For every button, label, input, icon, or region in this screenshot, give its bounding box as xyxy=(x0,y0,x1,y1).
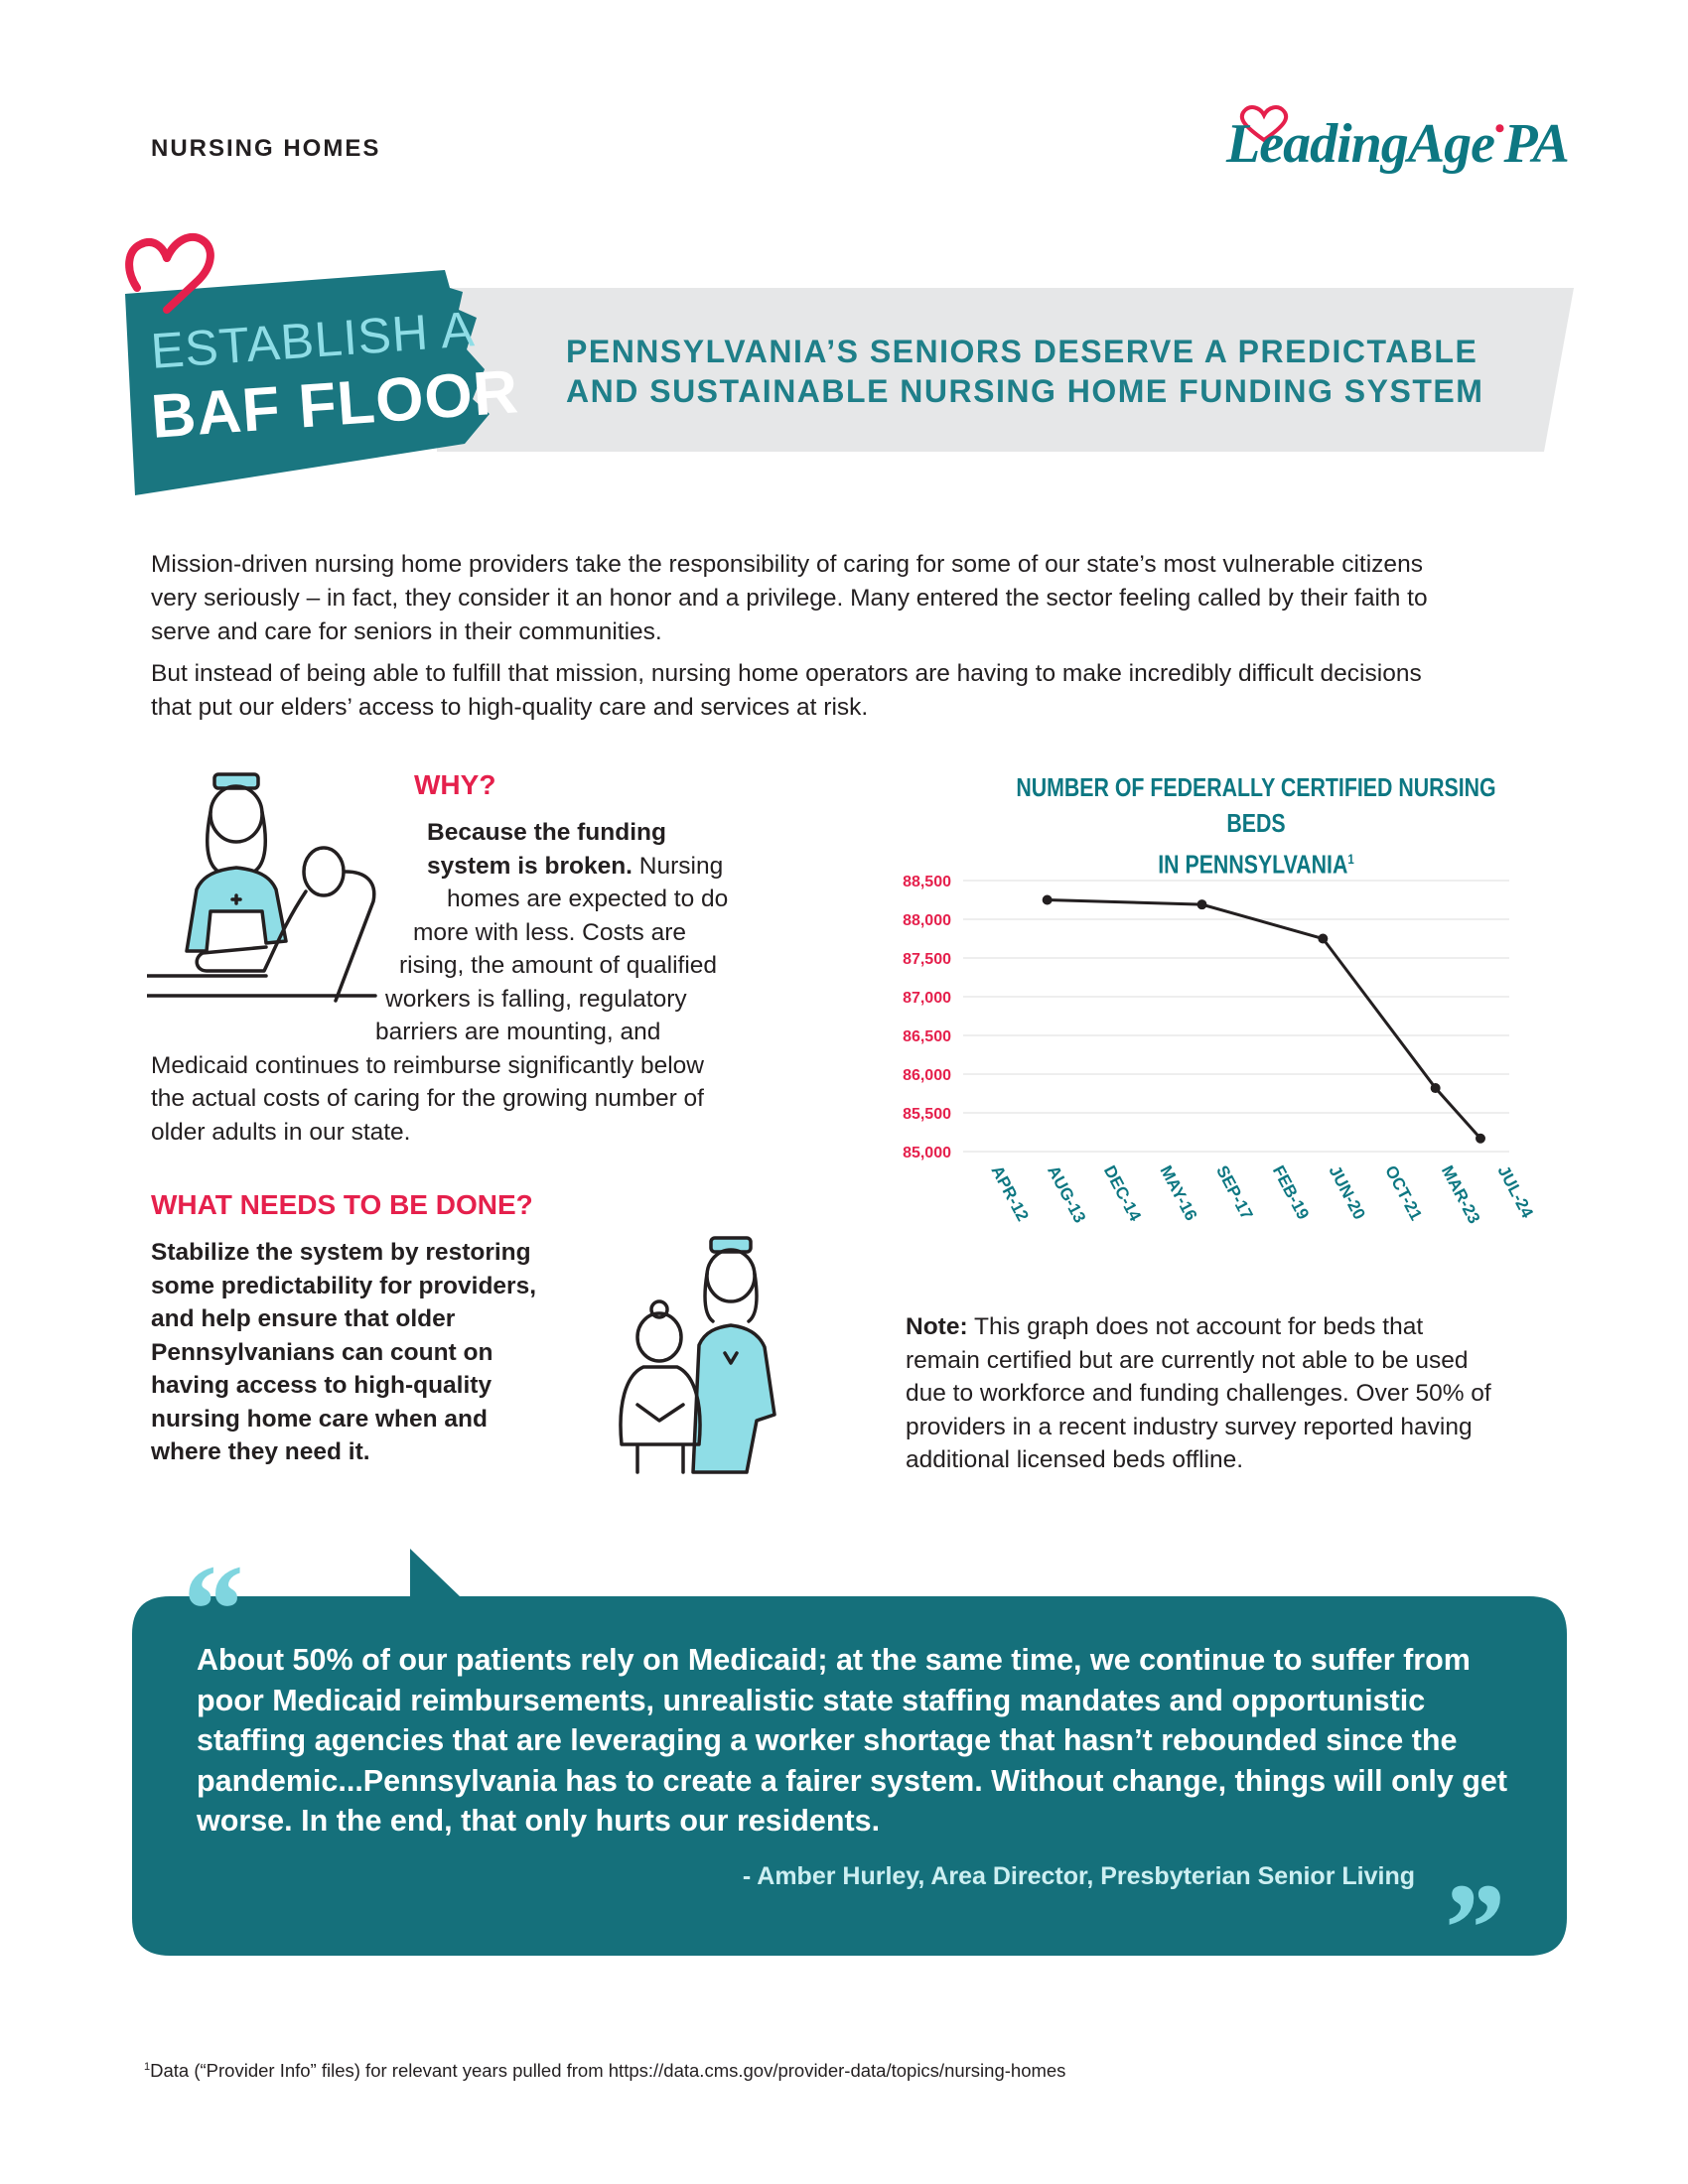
chart-x-tick-label: FEB-19 xyxy=(1268,1161,1314,1223)
intro-line: very seriously – in fact, they consider it an honor and a privilege. Many entered the sector feeling called by their faith to xyxy=(151,585,1428,612)
nurse-with-patient-illustration xyxy=(147,772,385,1016)
banner-headline xyxy=(566,332,1519,411)
needs-line: Pennsylvanians can count on xyxy=(151,1338,493,1366)
badge-line-2: BAF FLOOR xyxy=(149,357,521,452)
needs-heading: WHAT NEEDS TO BE DONE? xyxy=(151,1189,533,1220)
note-label: Note: xyxy=(906,1313,968,1340)
footnote-text[interactable]: Data (“Provider Info” files) for relevant years pulled from https://data.cms.gov/provider-data/topics/nursing-homes xyxy=(150,2060,1066,2081)
chart-y-tick-label: 88,000 xyxy=(903,912,951,929)
quote-line: About 50% of our patients rely on Medicaid; at the same time, we continue to suffer from xyxy=(197,1643,1471,1677)
why-line: Because the funding xyxy=(427,819,666,846)
logo-main-text: LeadingAge xyxy=(1226,113,1494,175)
needs-body-text xyxy=(151,1236,598,1469)
chart-data-point xyxy=(1197,899,1207,909)
chart-x-tick-label: JUL-24 xyxy=(1493,1161,1537,1221)
chart-title-line: NUMBER OF FEDERALLY CERTIFIED NURSING BEDS xyxy=(1016,772,1496,838)
quote-attribution: - Amber Hurley, Area Director, Presbyterian Senior Living xyxy=(742,1862,1415,1890)
chart-y-tick-label: 85,000 xyxy=(903,1145,951,1161)
badge-heart-icon xyxy=(129,242,167,288)
chart-x-tick-label: MAY-16 xyxy=(1156,1161,1201,1224)
intro-line: serve and care for seniors in their communities. xyxy=(151,618,662,645)
chart-series-line xyxy=(1048,900,1480,1139)
chart-x-tick-label: AUG-13 xyxy=(1044,1161,1090,1226)
why-line: workers is falling, regulatory xyxy=(385,985,687,1013)
chart-x-tick-label: DEC-14 xyxy=(1099,1161,1145,1225)
chart-y-tick-label: 86,500 xyxy=(903,1028,951,1045)
note-line: due to workforce and funding challenges. Over 50% of xyxy=(906,1380,1491,1407)
why-line: the actual costs of caring for the growing number of xyxy=(151,1085,704,1112)
chart-x-tick-label: SEP-17 xyxy=(1212,1161,1257,1223)
chart-data-point xyxy=(1043,895,1053,905)
footnote-marker: 1 xyxy=(144,2060,151,2073)
needs-line: some predictability for providers, xyxy=(151,1272,537,1299)
why-line: older adults in our state. xyxy=(151,1118,411,1146)
why-bold-phrase: system is broken. xyxy=(427,852,633,880)
needs-line: nursing home care when and xyxy=(151,1405,488,1433)
needs-line: where they need it. xyxy=(151,1438,370,1465)
chart-y-tick-label: 88,500 xyxy=(903,874,951,890)
needs-line: having access to high-quality xyxy=(151,1372,492,1399)
chart-data-point xyxy=(1431,1083,1441,1093)
quote-line: staffing agencies that are leveraging a worker shortage that hasn’t rebounded since the xyxy=(197,1723,1458,1757)
chart-x-tick-label: MAR-23 xyxy=(1437,1161,1484,1227)
intro-paragraph-1 xyxy=(151,548,1541,649)
chart-y-tick-label: 87,500 xyxy=(903,951,951,968)
why-line: homes are expected to do xyxy=(447,886,729,912)
intro-line: But instead of being able to fulfill that mission, nursing home operators are having to make incredibly difficult decisions xyxy=(151,660,1422,687)
needs-line: and help ensure that older xyxy=(151,1305,456,1332)
chart-y-tick-label: 86,000 xyxy=(903,1067,951,1084)
chart-x-tick-label: OCT-21 xyxy=(1381,1161,1426,1224)
intro-line: Mission-driven nursing home providers take the responsibility of caring for some of our state’s most vulnerable citizens xyxy=(151,551,1423,578)
chart-y-tick-label: 87,000 xyxy=(903,990,951,1007)
why-line xyxy=(427,850,723,884)
note-line: remain certified but are currently not able to be used xyxy=(906,1346,1469,1374)
note-line: providers in a recent industry survey reported having xyxy=(906,1413,1473,1440)
banner-headline-line: AND SUSTAINABLE NURSING HOME FUNDING SYSTEM xyxy=(566,373,1484,409)
chart-title-footnote-marker: 1 xyxy=(1347,851,1354,867)
intro-paragraph-2 xyxy=(151,657,1541,725)
why-line: Medicaid continues to reimburse significantly below xyxy=(151,1051,704,1079)
nurse-with-senior-illustration xyxy=(608,1236,794,1474)
quote-line: pandemic...Pennsylvania has to create a fairer system. Without change, things will only get xyxy=(197,1763,1508,1798)
logo-wordmark: LeadingAge•PA xyxy=(1226,112,1569,175)
quote-text xyxy=(197,1640,1517,1842)
note-line xyxy=(906,1310,1541,1344)
chart-x-tick-label: APR-12 xyxy=(987,1161,1033,1225)
note-line: additional licensed beds offline. xyxy=(906,1446,1244,1473)
chart-x-tick-label: JUN-20 xyxy=(1325,1161,1369,1223)
why-line: rising, the amount of qualified xyxy=(399,952,718,979)
logo-suffix-text: PA xyxy=(1503,113,1569,175)
why-heading: WHY? xyxy=(414,769,496,800)
chart-note xyxy=(906,1310,1541,1477)
why-line-rest: Nursing xyxy=(632,852,724,880)
badge-line-1: ESTABLISH A xyxy=(149,301,478,379)
banner-headline-line: PENNSYLVANIA’S SENIORS DESERVE A PREDICTABLE xyxy=(566,334,1478,369)
quote-line: worse. In the end, that only hurts our residents. xyxy=(197,1804,881,1838)
chart-title-line-2: IN PENNSYLVANIA xyxy=(1158,849,1348,880)
certified-beds-line-chart xyxy=(864,854,1549,1251)
quote-line: poor Medicaid reimbursements, unrealistic state staffing mandates and opportunistic xyxy=(197,1683,1426,1717)
section-label: NURSING HOMES xyxy=(151,135,381,162)
intro-line: that put our elders’ access to high-quality care and services at risk. xyxy=(151,694,869,721)
open-quote-mark: “ xyxy=(177,1539,241,1682)
chart-y-tick-label: 85,500 xyxy=(903,1106,951,1123)
close-quote-mark: ” xyxy=(1438,1857,1502,2000)
why-line: barriers are mounting, and xyxy=(375,1019,661,1045)
leadingage-pa-logo[interactable] xyxy=(1216,104,1569,184)
chart-data-point xyxy=(1318,934,1328,944)
note-line-rest: This graph does not account for beds that xyxy=(967,1313,1424,1340)
needs-line: Stabilize the system by restoring xyxy=(151,1239,531,1266)
chart-data-point xyxy=(1476,1134,1485,1144)
why-line: more with less. Costs are xyxy=(413,918,687,946)
footnote xyxy=(144,2060,1065,2082)
